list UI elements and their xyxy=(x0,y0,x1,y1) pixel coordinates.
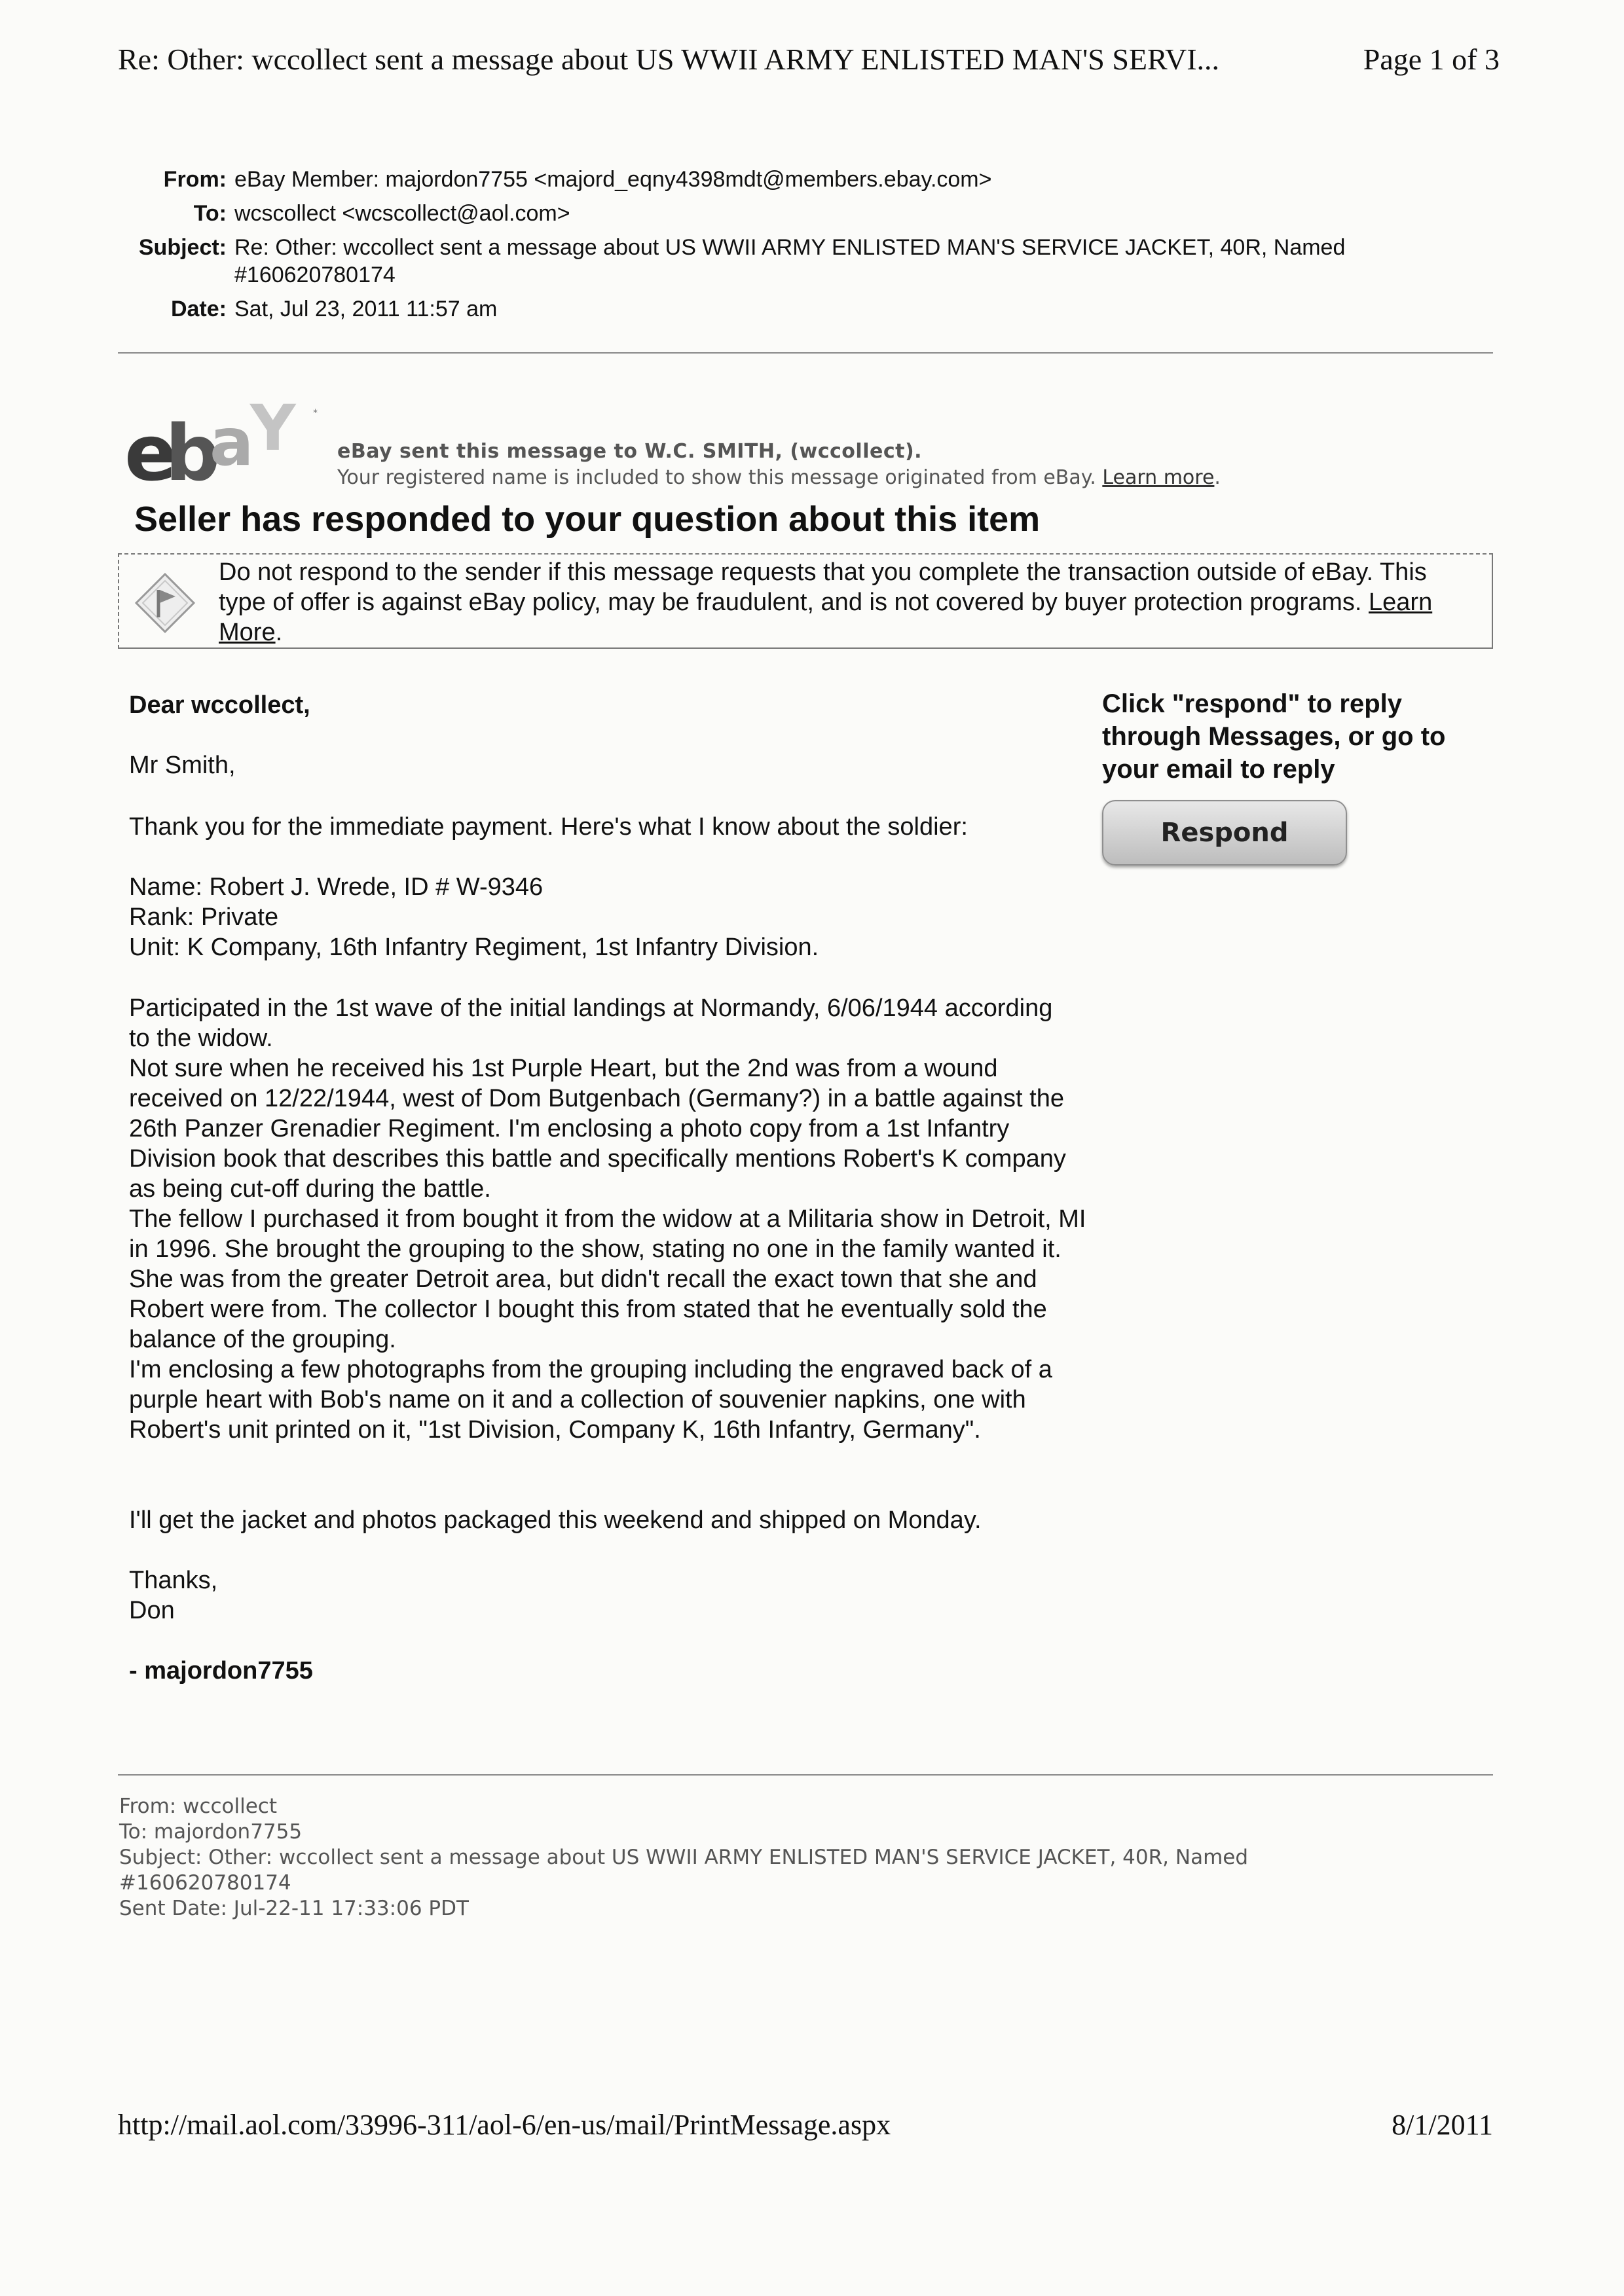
respond-button[interactable]: Respond xyxy=(1102,800,1347,866)
original-message xyxy=(119,1794,1494,1922)
warning-box xyxy=(118,553,1493,649)
date-label: Date: xyxy=(170,297,227,321)
greeting: Dear wccollect, xyxy=(129,691,310,719)
to-value: wcscollect <wcscollect@aol.com> xyxy=(234,201,570,226)
header-divider xyxy=(118,352,1493,354)
to-label: To: xyxy=(193,201,227,226)
original-from: From: wccollect xyxy=(119,1795,278,1818)
page-indicator: Page 1 of 3 xyxy=(1363,43,1500,76)
from-value: eBay Member: majordon7755 <majord_eqny4398mdt@members.ebay.com> xyxy=(234,167,992,192)
paragraph-purple-heart: Not sure when he received his 1st Purple Heart, but the 2nd was from a wound received on 12/22/1944, west of Dom Butgenbach (Germany?) in a battle against the 26th Panzer Grenadier Regiment. I'm enclosing a photo copy from a 1st Infantry Division book that describes this battle and specifically mentions Robert's K company as being cut-off during the battle. xyxy=(129,1055,1066,1203)
svg-text:b: b xyxy=(165,408,214,488)
email-header xyxy=(105,166,1473,323)
warning-text: Do not respond to the sender if this message requests that you complete the transaction outside of eBay. This type of offer is against eBay policy, may be fraudulent, and is not covered by buyer protection programs. Learn More. xyxy=(219,558,1433,646)
subject-label: Subject: xyxy=(138,235,227,260)
date-value: Sat, Jul 23, 2011 11:57 am xyxy=(234,297,498,321)
signer-name: Don xyxy=(129,1597,175,1624)
svg-text:a: a xyxy=(210,404,254,481)
registered-text: Your registered name is included to show this message originated from eBay. xyxy=(337,466,1096,489)
learn-more-link[interactable]: Learn more xyxy=(1102,466,1215,489)
ebay-sent-notice: eBay sent this message to W.C. SMITH, (wccollect). xyxy=(337,440,923,463)
svg-text:e: e xyxy=(124,408,171,488)
from-label: From: xyxy=(163,167,227,192)
soldier-name: Name: Robert J. Wrede, ID # W-9346 xyxy=(129,873,544,901)
sender-signature: - majordon7755 xyxy=(129,1657,313,1685)
svg-text:*: * xyxy=(313,408,318,418)
respond-instructions: Click "respond" to reply through Messages, or go to your email to reply xyxy=(1102,689,1446,784)
print-url: http://mail.aol.com/33996-311/aol-6/en-us/mail/PrintMessage.aspx xyxy=(118,2109,891,2141)
paragraph-provenance: The fellow I purchased it from bought it from the widow at a Militaria show in Detroit, MI in 1996. She brought the grouping to the show, stating no one in the family wanted it. She was from the greater Detroit area, but didn't recall the exact town that she and Robert were from. The collector I bought this from stated that he eventually sold the balance of the grouping. xyxy=(129,1205,1086,1353)
closing: Thanks, xyxy=(129,1567,218,1594)
flag-warning-icon xyxy=(134,572,196,634)
print-footer xyxy=(118,2108,1493,2141)
soldier-rank: Rank: Private xyxy=(129,903,279,931)
ebay-logo xyxy=(124,403,321,488)
print-header xyxy=(118,42,1500,77)
paragraph-photographs: I'm enclosing a few photographs from the grouping including the engraved back of a purple heart with Bob's name on it and a collection of souvenier napkins, one with Robert's unit printed on it, "1st Division, Company K, 16th Infantry, Germany". xyxy=(129,1356,1052,1444)
paragraph-shipping: I'll get the jacket and photos packaged this weekend and shipped on Monday. xyxy=(129,1506,982,1534)
original-sent-date: Sent Date: Jul-22-11 17:33:06 PDT xyxy=(119,1897,469,1920)
salutation: Mr Smith, xyxy=(129,752,236,779)
subject-value: Re: Other: wccollect sent a message about US WWII ARMY ENLISTED MAN'S SERVICE JACKET, 40R, Named #160620780174 xyxy=(234,235,1346,287)
soldier-unit: Unit: K Company, 16th Infantry Regiment, 1st Infantry Division. xyxy=(129,934,819,961)
page-title: Seller has responded to your question about this item xyxy=(134,500,1041,539)
print-date: 8/1/2011 xyxy=(1392,2109,1493,2141)
svg-text:Y: Y xyxy=(250,403,296,465)
warning-message: Do not respond to the sender if this message requests that you complete the transaction outside of eBay. This type of offer is against eBay policy, may be fraudulent, and is not covered by buyer protection programs. xyxy=(219,558,1427,616)
registered-name-notice: Your registered name is included to show this message originated from eBay. Learn more. xyxy=(337,466,1221,489)
original-subject: Subject: Other: wccollect sent a message about US WWII ARMY ENLISTED MAN'S SERVICE JACKET, 40R, Named #160620780174 xyxy=(119,1846,1249,1895)
original-to: To: majordon7755 xyxy=(119,1820,303,1844)
paragraph-normandy: Participated in the 1st wave of the initial landings at Normandy, 6/06/1944 according to the widow. xyxy=(129,994,1053,1052)
original-divider xyxy=(118,1774,1493,1776)
paragraph-payment: Thank you for the immediate payment. Here's what I know about the soldier: xyxy=(129,813,968,841)
warning-learn-more-link[interactable]: Learn More xyxy=(219,589,1433,646)
print-title: Re: Other: wccollect sent a message about US WWII ARMY ENLISTED MAN'S SERVI... xyxy=(118,43,1220,76)
